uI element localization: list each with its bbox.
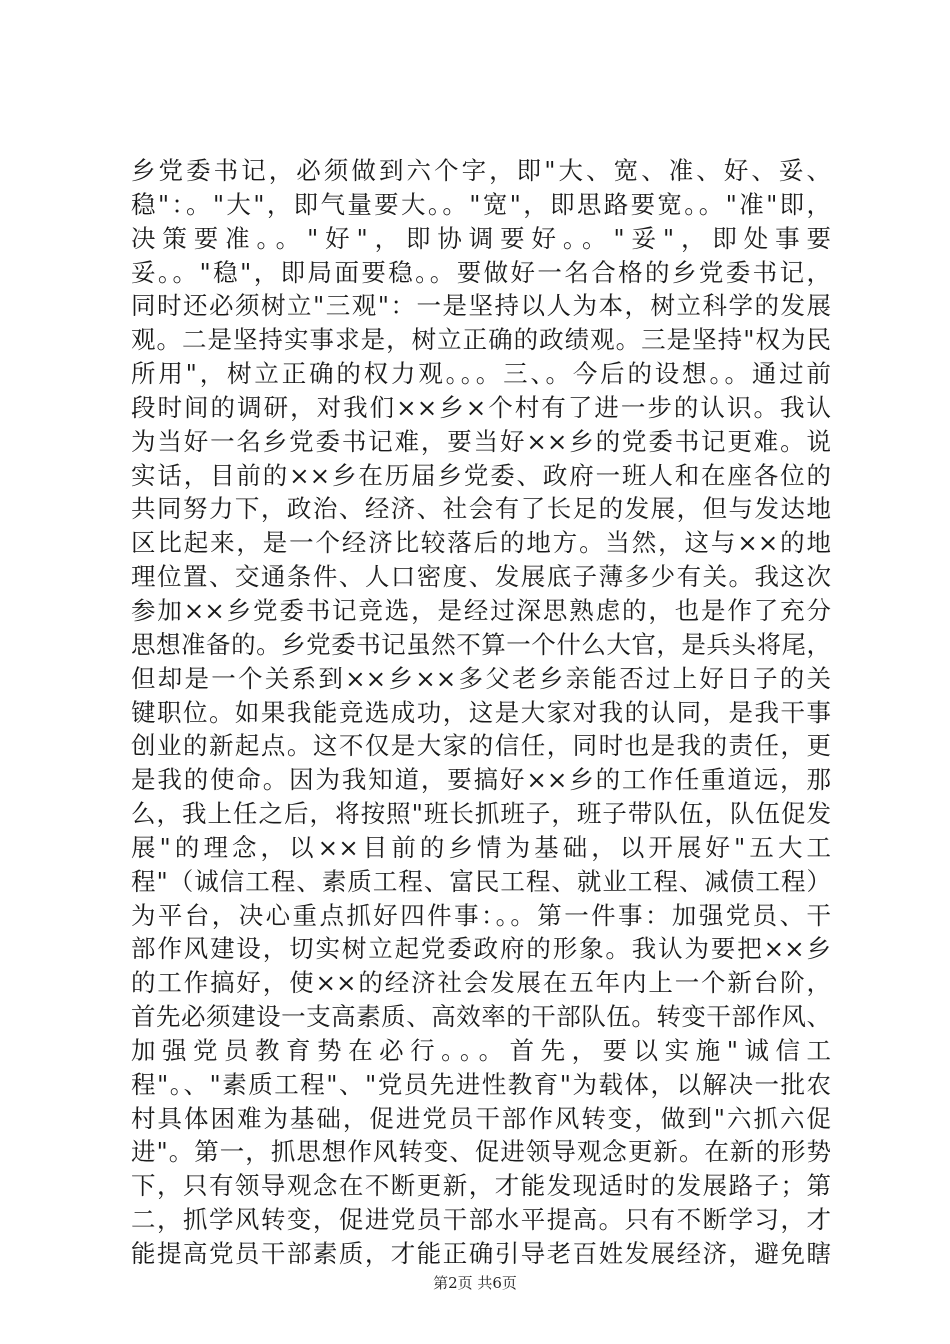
text-line: 所用"，树立正确的权力观。。。三、。今后的设想。。通过前 bbox=[131, 359, 831, 389]
text-line: 展"的理念，以××目前的乡情为基础，以开展好"五大工 bbox=[131, 832, 831, 862]
text-line: 的工作搞好，使××的经济社会发展在五年内上一个新台阶， bbox=[131, 968, 831, 998]
text-line: 程"。、"素质工程"、"党员先进性教育"为载体，以解决一批农 bbox=[131, 1069, 831, 1099]
text-line: 加强党员教育势在必行。。。首先，要以实施"诚信工 bbox=[131, 1035, 831, 1065]
text-line: 下，只有领导观念在不断更新，才能发现适时的发展路子；第 bbox=[131, 1171, 831, 1201]
text-line: 能提高党员干部素质，才能正确引导老百姓发展经济，避免瞎 bbox=[131, 1239, 831, 1268]
text-line: 稳"：。"大"，即气量要大。。"宽"，即思路要宽。。"准"即， bbox=[131, 189, 831, 219]
text-line: 思想准备的。乡党委书记虽然不算一个什么大官，是兵头将尾， bbox=[131, 629, 831, 659]
text-line: 进"。第一，抓思想作风转变、促进领导观念更新。在新的形势 bbox=[131, 1137, 831, 1167]
text-line: 同时还必须树立"三观"：一是坚持以人为本，树立科学的发展 bbox=[131, 291, 831, 321]
page-footer: 第2页 共6页 bbox=[433, 1274, 517, 1292]
text-line: 么，我上任之后，将按照"班长抓班子，班子带队伍，队伍促发 bbox=[131, 799, 831, 829]
text-line: 村具体困难为基础，促进党员干部作风转变，做到"六抓六促 bbox=[131, 1103, 831, 1133]
text-line: 段时间的调研，对我们××乡×个村有了进一步的认识。我认 bbox=[131, 392, 831, 422]
text-line: 首先必须建设一支高素质、高效率的干部队伍。转变干部作风、 bbox=[131, 1002, 831, 1032]
text-line: 为平台，决心重点抓好四件事：。。第一件事：加强党员、干 bbox=[131, 900, 831, 930]
text-line: 创业的新起点。这不仅是大家的信任，同时也是我的责任，更 bbox=[131, 731, 831, 761]
text-line: 观。二是坚持实事求是，树立正确的政绩观。三是坚持"权为民 bbox=[131, 325, 831, 355]
text-line: 妥。。"稳"，即局面要稳。。要做好一名合格的乡党委书记， bbox=[131, 257, 831, 287]
text-line: 实话，目前的××乡在历届乡党委、政府一班人和在座各位的 bbox=[131, 460, 831, 490]
text-line: 但却是一个关系到××乡××多父老乡亲能否过上好日子的关 bbox=[131, 663, 831, 693]
text-line: 二，抓学风转变，促进党员干部水平提高。只有不断学习，才 bbox=[131, 1205, 831, 1235]
text-line: 决策要准。。"好"，即协调要好。。"妥"，即处事要 bbox=[131, 223, 831, 253]
body-text bbox=[131, 154, 831, 1271]
text-line: 为当好一名乡党委书记难，要当好××乡的党委书记更难。说 bbox=[131, 426, 831, 456]
text-line: 部作风建设，切实树立起党委政府的形象。我认为要把××乡 bbox=[131, 934, 831, 964]
text-line: 是我的使命。因为我知道，要搞好××乡的工作任重道远，那 bbox=[131, 765, 831, 795]
text-line: 程"（诚信工程、素质工程、富民工程、就业工程、减债工程） bbox=[131, 866, 831, 896]
text-line: 键职位。如果我能竞选成功，这是大家对我的认同，是我干事 bbox=[131, 697, 831, 727]
text-line: 乡党委书记，必须做到六个字，即"大、宽、准、好、妥、 bbox=[131, 156, 831, 185]
text-line: 共同努力下，政治、经济、社会有了长足的发展，但与发达地 bbox=[131, 494, 831, 524]
text-line: 参加××乡党委书记竞选，是经过深思熟虑的，也是作了充分 bbox=[131, 595, 831, 625]
text-line: 区比起来，是一个经济比较落后的地方。当然，这与××的地 bbox=[131, 528, 831, 558]
text-line: 理位置、交通条件、人口密度、发展底子薄多少有关。我这次 bbox=[131, 562, 831, 592]
